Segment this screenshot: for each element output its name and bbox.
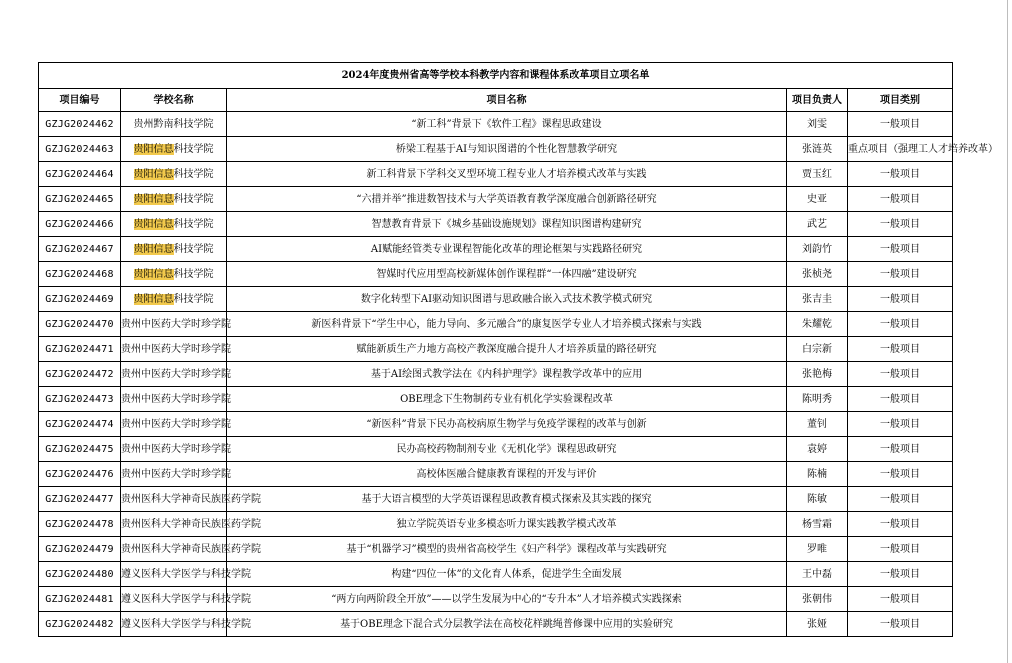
school-name-cell [121,462,231,487]
project-name-cell: 基于AI绘图式教学法在《内科护理学》课程教学改革中的应用 [227,362,787,387]
school-name-text: 科技学院 [173,243,214,255]
school-name-text: 贵州中医药大学时珍学院 [121,343,231,355]
project-leader-cell: 陈楠 [787,462,848,487]
table-row [39,612,953,637]
project-type-cell: 一般项目 [848,512,953,537]
project-code-cell: GZJG2024481 [39,587,121,612]
project-leader-cell: 陈明秀 [787,387,848,412]
project-code-cell: GZJG2024462 [39,112,121,137]
project-name-cell: “新工科”背景下《软件工程》课程思政建设 [227,112,787,137]
school-name-highlight: 贵阳信息 [133,268,174,280]
project-name-cell: 数字化转型下AI驱动知识图谱与思政融合嵌入式技术教学模式研究 [227,287,787,312]
table-header-row [39,89,953,112]
project-type-cell: 一般项目 [848,262,953,287]
project-type-cell: 一般项目 [848,312,953,337]
project-leader-cell: 张朝伟 [787,587,848,612]
table-row [39,162,953,187]
school-name-cell [121,162,227,187]
project-leader-cell: 张涟英 [787,137,848,162]
school-name-text: 科技学院 [173,293,214,305]
project-name-cell: “新医科”背景下民办高校病原生物学与免疫学课程的改革与创新 [227,412,787,437]
school-name-text: 贵州中医药大学时珍学院 [121,418,231,430]
school-name-cell [121,587,251,612]
school-name-text: 科技学院 [173,168,214,180]
table-row [39,187,953,212]
school-name-text: 贵州中医药大学时珍学院 [121,443,231,455]
project-code-cell: GZJG2024463 [39,137,121,162]
project-leader-cell: 朱耀乾 [787,312,848,337]
project-leader-cell: 陈敏 [787,487,848,512]
table-row [39,562,953,587]
school-name-highlight: 贵阳信息 [133,218,174,230]
project-type-cell: 一般项目 [848,387,953,412]
school-name-text: 贵州中医药大学时珍学院 [121,368,231,380]
table-row [39,462,953,487]
school-name-highlight: 贵阳信息 [133,293,174,305]
project-name-cell: 高校体医融合健康教育课程的开发与评价 [227,462,787,487]
project-code-cell: GZJG2024467 [39,237,121,262]
project-code-cell: GZJG2024476 [39,462,121,487]
project-type-cell: 一般项目 [848,462,953,487]
project-leader-cell: 杨雪霜 [787,512,848,537]
project-code-cell: GZJG2024477 [39,487,121,512]
project-name-cell: 智媒时代应用型高校新媒体创作课程群“一体四融”建设研究 [227,262,787,287]
project-name-cell: 独立学院英语专业多模态听力课实践教学模式改革 [227,512,787,537]
project-leader-cell: 白宗新 [787,337,848,362]
header-project-name: 项目名称 [227,89,787,112]
project-leader-cell: 罗唯 [787,537,848,562]
project-name-cell: AI赋能经管类专业课程智能化改革的理论框架与实践路径研究 [227,237,787,262]
project-type-cell: 一般项目 [848,337,953,362]
school-name-cell [121,512,261,537]
project-code-cell: GZJG2024469 [39,287,121,312]
project-code-cell: GZJG2024475 [39,437,121,462]
project-leader-cell: 史亚 [787,187,848,212]
project-type-cell: 一般项目 [848,237,953,262]
project-leader-cell: 贾玉红 [787,162,848,187]
school-name-cell [121,237,227,262]
school-name-cell [121,112,227,137]
school-name-highlight: 贵阳信息 [133,243,174,255]
project-name-cell: “六措并举”推进数智技术与大学英语教育教学深度融合创新路径研究 [227,187,787,212]
school-name-cell [121,212,227,237]
project-type-cell: 一般项目 [848,287,953,312]
project-code-cell: GZJG2024464 [39,162,121,187]
table-row [39,312,953,337]
header-type: 项目类别 [848,89,953,112]
project-type-cell: 一般项目 [848,587,953,612]
project-code-cell: GZJG2024474 [39,412,121,437]
school-name-text: 贵州医科大学神奇民族医药学院 [121,543,261,555]
project-code-cell: GZJG2024479 [39,537,121,562]
school-name-cell [121,337,231,362]
school-name-cell [121,137,227,162]
project-type-cell: 一般项目 [848,487,953,512]
school-name-cell [121,412,231,437]
project-name-cell: 桥梁工程基于AI与知识图谱的个性化智慧教学研究 [227,137,787,162]
project-code-cell: GZJG2024468 [39,262,121,287]
school-name-highlight: 贵阳信息 [133,168,174,180]
project-type-cell: 一般项目 [848,612,953,637]
project-name-cell: 基于OBE理念下混合式分层教学法在高校花样跳绳普修课中应用的实验研究 [227,612,787,637]
project-code-cell: GZJG2024480 [39,562,121,587]
school-name-text: 贵州中医药大学时珍学院 [121,393,231,405]
header-leader: 项目负责人 [787,89,848,112]
school-name-cell [121,437,231,462]
project-leader-cell: 王中磊 [787,562,848,587]
project-type-cell: 一般项目 [848,412,953,437]
project-leader-cell: 张艳梅 [787,362,848,387]
school-name-cell [121,362,231,387]
project-code-cell: GZJG2024482 [39,612,121,637]
school-name-cell [121,487,261,512]
table-row [39,362,953,387]
school-name-cell [121,287,227,312]
project-type-cell: 一般项目 [848,437,953,462]
school-name-text: 贵州医科大学神奇民族医药学院 [121,493,261,505]
project-leader-cell: 张吉圭 [787,287,848,312]
table-row [39,487,953,512]
page-edge-line [1007,0,1008,663]
project-name-cell: 基于大语言模型的大学英语课程思政教育模式探索及其实践的探究 [227,487,787,512]
school-name-cell [121,387,231,412]
project-name-cell: OBE理念下生物制药专业有机化学实验课程改革 [227,387,787,412]
school-name-cell [121,312,231,337]
project-leader-cell: 张桢尧 [787,262,848,287]
project-name-cell: 构建“四位一体”的文化育人体系，促进学生全面发展 [227,562,787,587]
header-school: 学校名称 [121,89,227,112]
table-row [39,262,953,287]
project-name-cell: 新工科背景下学科交叉型环境工程专业人才培养模式改革与实践 [227,162,787,187]
school-name-cell [121,612,251,637]
project-code-cell: GZJG2024465 [39,187,121,212]
school-name-text: 贵州黔南科技学院 [133,118,214,130]
school-name-text: 贵州中医药大学时珍学院 [121,468,231,480]
project-type-cell: 一般项目 [848,537,953,562]
school-name-text: 科技学院 [173,268,214,280]
school-name-cell [121,562,251,587]
school-name-text: 遵义医科大学医学与科技学院 [121,618,251,630]
project-name-cell: 基于“机器学习”模型的贵州省高校学生《妇产科学》课程改革与实践研究 [227,537,787,562]
school-name-cell [121,537,261,562]
school-name-text: 贵州医科大学神奇民族医药学院 [121,518,261,530]
project-leader-cell: 袁婷 [787,437,848,462]
table-row [39,587,953,612]
table-title-row [39,63,953,89]
project-name-cell: “两方向两阶段全开放”——以学生发展为中心的“专升本”人才培养模式实践探索 [227,587,787,612]
project-type-cell: 一般项目 [848,162,953,187]
project-type-cell: 一般项目 [848,362,953,387]
project-code-cell: GZJG2024471 [39,337,121,362]
project-name-cell: 赋能新质生产力地方高校产教深度融合提升人才培养质量的路径研究 [227,337,787,362]
project-code-cell: GZJG2024466 [39,212,121,237]
school-name-cell [121,187,227,212]
school-name-highlight: 贵阳信息 [133,143,174,155]
school-name-text: 遵义医科大学医学与科技学院 [121,593,251,605]
header-code: 项目编号 [39,89,121,112]
table-row [39,237,953,262]
table-row [39,512,953,537]
project-name-cell: 智慧教育背景下《城乡基础设施规划》课程知识图谱构建研究 [227,212,787,237]
school-name-highlight: 贵阳信息 [133,193,174,205]
table-row [39,287,953,312]
project-leader-cell: 武艺 [787,212,848,237]
project-leader-cell: 刘雯 [787,112,848,137]
table-title: 2024年度贵州省高等学校本科教学内容和课程体系改革项目立项名单 [39,63,953,89]
table-row [39,387,953,412]
project-type-cell: 一般项目 [848,187,953,212]
table-row [39,537,953,562]
project-code-cell: GZJG2024473 [39,387,121,412]
project-leader-cell: 张娅 [787,612,848,637]
school-name-text: 科技学院 [173,193,214,205]
project-type-cell: 一般项目 [848,212,953,237]
project-code-cell: GZJG2024478 [39,512,121,537]
project-type-cell: 一般项目 [848,112,953,137]
project-type-cell: 一般项目 [848,562,953,587]
project-list-table [38,62,998,637]
project-code-cell: GZJG2024470 [39,312,121,337]
table-row [39,137,953,162]
school-name-text: 科技学院 [173,218,214,230]
project-name-cell: 新医科背景下“学生中心，能力导向、多元融合”的康复医学专业人才培养模式探索与实践 [227,312,787,337]
school-name-text: 遵义医科大学医学与科技学院 [121,568,251,580]
table-row [39,212,953,237]
school-name-text: 贵州中医药大学时珍学院 [121,318,231,330]
project-name-cell: 民办高校药物制剂专业《无机化学》课程思政研究 [227,437,787,462]
project-type-cell: 重点项目（强理工人才培养改革） [848,137,953,162]
table-row [39,437,953,462]
table-row [39,412,953,437]
project-leader-cell: 刘韵竹 [787,237,848,262]
table-row [39,112,953,137]
school-name-cell [121,262,227,287]
table-row [39,337,953,362]
project-leader-cell: 董钊 [787,412,848,437]
school-name-text: 科技学院 [173,143,214,155]
project-code-cell: GZJG2024472 [39,362,121,387]
